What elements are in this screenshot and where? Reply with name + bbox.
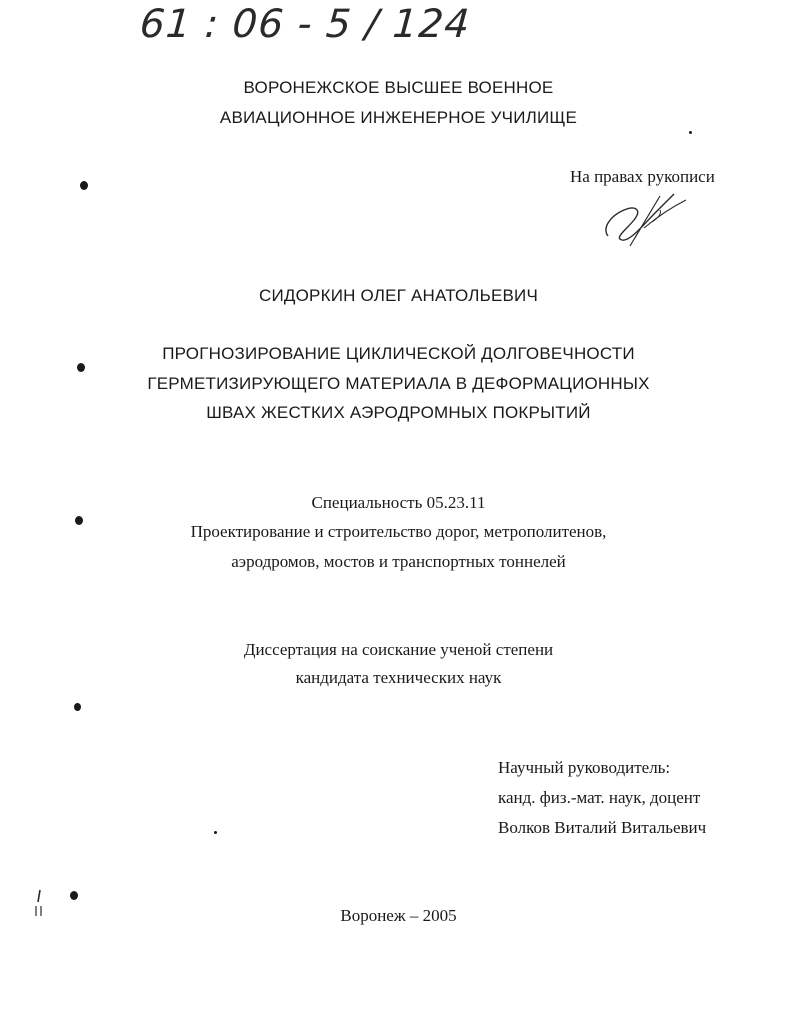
scan-tick-mark: [30, 888, 50, 918]
scan-dot: [77, 363, 85, 372]
supervisor-name: Волков Виталий Витальевич: [498, 818, 707, 837]
rights-note: На правах рукописи: [570, 167, 715, 186]
signature-mark: [600, 188, 695, 248]
institution-line-1: ВОРОНЕЖСКОЕ ВЫСШЕЕ ВОЕННОЕ: [243, 78, 554, 97]
author-name: СИДОРКИН ОЛЕГ АНАТОЛЬЕВИЧ: [259, 286, 538, 305]
title-line-2: ГЕРМЕТИЗИРУЮЩЕГО МАТЕРИАЛА В ДЕФОРМАЦИОННЫХ: [147, 374, 650, 393]
supervisor-rank: канд. физ.-мат. наук, доцент: [498, 788, 701, 807]
degree-line-1: Диссертация на соискание ученой степени: [243, 640, 554, 659]
supervisor-label: Научный руководитель:: [498, 758, 671, 777]
archive-stamp: 61 : 06 - 5 / 124: [138, 2, 472, 47]
specialty-name-line-2: аэродромов, мостов и транспортных тоннелей: [231, 552, 566, 571]
degree-line-2: кандидата технических наук: [295, 668, 502, 687]
place-year: Воронеж – 2005: [340, 906, 457, 925]
specialty-name-line-1: Проектирование и строительство дорог, метрополитенов,: [190, 522, 607, 541]
scan-dot: [74, 703, 81, 711]
specialty-code: Специальность 05.23.11: [311, 493, 486, 512]
scan-dot: [70, 891, 78, 900]
scan-dot: [80, 181, 88, 190]
title-line-1: ПРОГНОЗИРОВАНИЕ ЦИКЛИЧЕСКОЙ ДОЛГОВЕЧНОСТИ: [162, 344, 635, 363]
institution-line-2: АВИАЦИОННОЕ ИНЖЕНЕРНОЕ УЧИЛИЩЕ: [219, 108, 578, 127]
scan-speck: [214, 831, 217, 834]
scan-dot: [75, 516, 83, 525]
title-line-3: ШВАХ ЖЕСТКИХ АЭРОДРОМНЫХ ПОКРЫТИЙ: [206, 403, 591, 422]
scan-speck: [689, 131, 692, 134]
